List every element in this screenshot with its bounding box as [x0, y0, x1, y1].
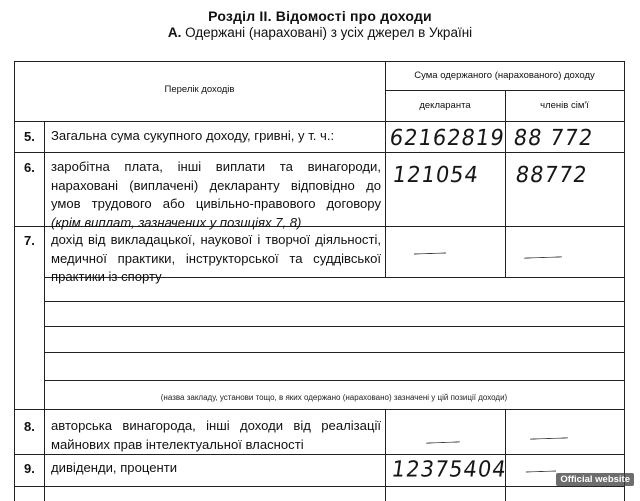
col-header-income-list: Перелік доходів [164, 84, 235, 95]
row-6-text [51, 158, 381, 232]
income-table [14, 61, 624, 501]
row-8-declarant-dash [426, 441, 460, 443]
row-8-text: авторська винагорода, інші доходи від реалізації майнових прав інтелектуальної власності [51, 418, 381, 452]
col-header-amount: Сума одержаного (нарахованого) доходу [414, 70, 595, 81]
row-5-number: 5. [24, 129, 35, 144]
row-9-family-dash [526, 470, 556, 472]
col-header-declarant: декларанта [419, 100, 471, 111]
row-5-text: Загальна сума сукупного доходу, гривні, у т. ч.: [51, 128, 335, 143]
row-8-number: 8. [24, 419, 35, 434]
row-6-number: 6. [24, 160, 35, 175]
row-9-number: 9. [24, 461, 35, 476]
row-6-text-italic: (крім виплат, зазначених у позиціях 7, 8) [51, 214, 302, 230]
section-title: Розділ II. Відомості про доходи [208, 8, 432, 24]
row-7-number: 7. [24, 233, 35, 248]
official-website-watermark: Official website [556, 473, 634, 486]
row-9-text: дивіденди, проценти [51, 460, 178, 475]
row-8-family-dash [530, 437, 568, 439]
row-7-note: (назва закладу, установи тощо, в яких одержано (нараховано) зазначені у цій позиції доходи) [160, 393, 508, 402]
subtitle-letter: А. [167, 25, 182, 40]
row-9-declarant-value: 12375404 [390, 456, 509, 482]
section-subtitle [0, 25, 640, 40]
row-6-declarant-value: 121054 [391, 161, 481, 187]
row-7-text: дохід від викладацької, наукової і творчої діяльності, медичної практики, інструкторської та суддівської практики із спорту [51, 232, 381, 284]
subtitle-text: Одержані (нараховані) з усіх джерел в Україні [181, 25, 473, 40]
row-7-declarant-dash [414, 252, 446, 254]
row-5-declarant-value: 62162819 [388, 124, 507, 150]
row-6-text-main: заробітна плата, інші виплати та винагороди, нараховані (виплачені) декларанту відповідно до умов трудового або цивільно-правового договору [51, 159, 381, 211]
row-7-family-dash [524, 256, 562, 258]
row-6-family-value: 88772 [514, 161, 590, 187]
row-5-family-value: 88 772 [512, 124, 596, 150]
col-header-family: членів сім'ї [540, 100, 589, 111]
